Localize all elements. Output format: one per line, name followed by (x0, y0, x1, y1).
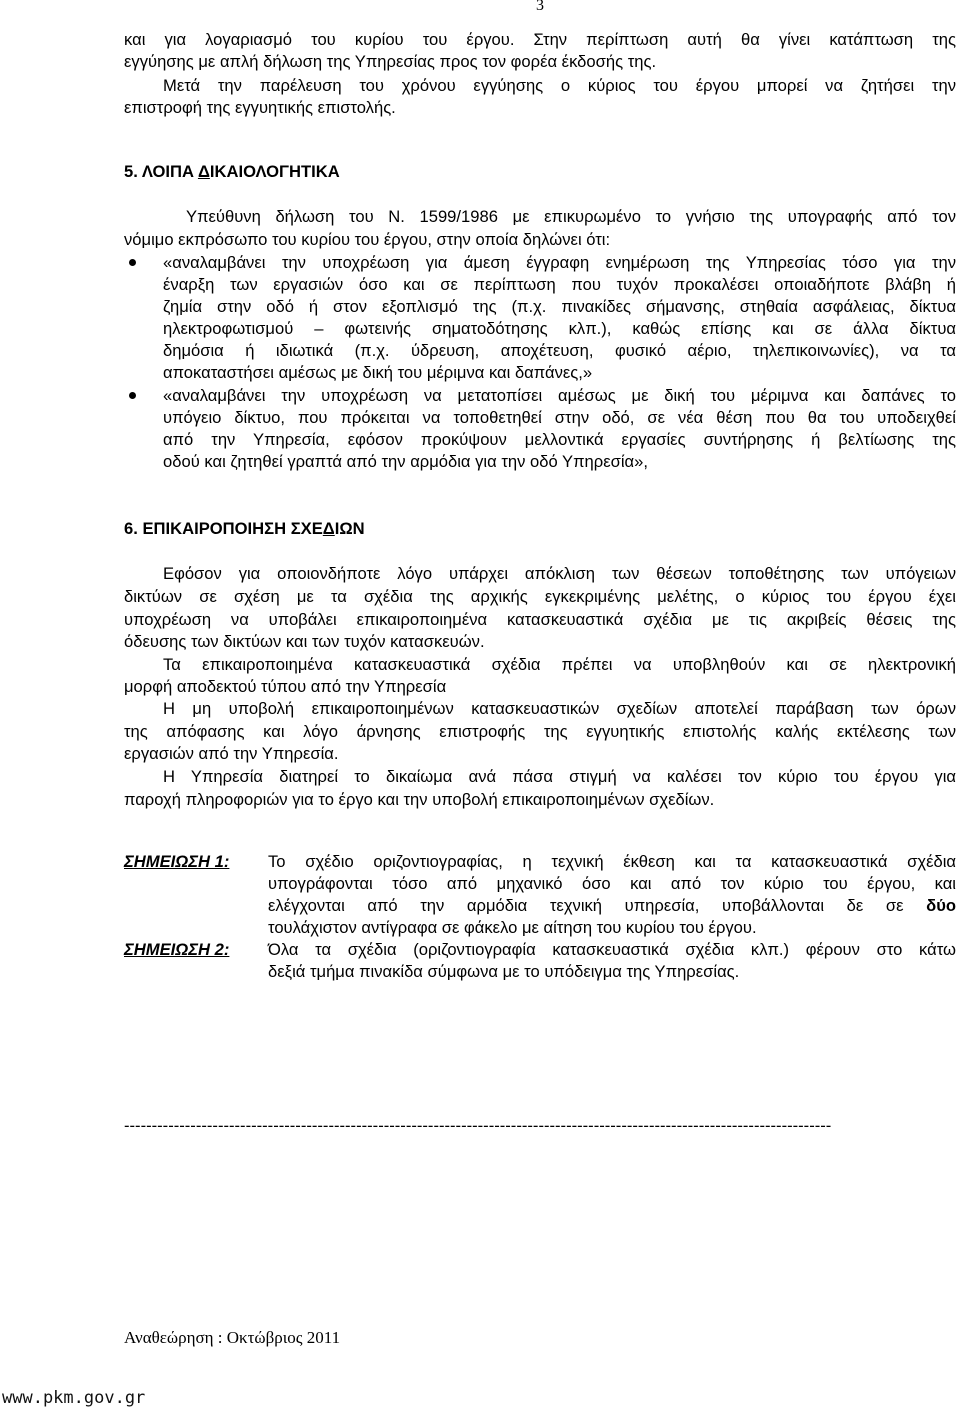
heading-text: ΙΩΝ (334, 519, 365, 538)
bullet-icon (129, 392, 136, 399)
paragraph-line: μορφή αποδεκτού τύπου από την Υπηρεσία (124, 677, 447, 696)
revision-footer: Αναθεώρηση : Οκτώβριος 2011 (124, 1328, 341, 1347)
note-1-line: υπογράφονται τόσο από μηχανικό όσο και από τον κύριο του έργου, και (268, 874, 956, 893)
bullet-icon (129, 259, 136, 266)
paragraph-line: εγγύησης με απλή δήλωση της Υπηρεσίας προς τον φορέα έκδοσής της. (124, 52, 657, 71)
paragraph-line: Η μη υποβολή επικαιροποιημένων κατασκευαστικών σχεδίων αποτελεί παράβαση των όρων (163, 699, 956, 718)
list-item-line: «αναλαμβάνει την υποχρέωση να μετατοπίσει αμέσως με δική του μέριμνα και δαπάνες το (163, 386, 956, 405)
heading-text: 6. ΕΠΙΚΑΙΡΟΠΟΙΗΣΗ ΣΧΕ (124, 519, 323, 538)
note-2-label: ΣΗΜΕΙΩΣΗ 2: (124, 940, 230, 959)
list-item-line: αποκαταστήσει αμέσως με δική του μέριμνα και δαπάνες,» (163, 363, 593, 382)
paragraph-line: όδευσης των δικτύων και των τυχόν κατασκευών. (124, 632, 485, 651)
paragraph-line: Εφόσον για οποιονδήποτε λόγο υπάρχει απόκλιση των θέσεων τοποθέτησης των υπόγειων (163, 564, 956, 583)
list-item-line: από την Υπηρεσία, εφόσον προκύψουν μελλοντικά εργασίες συντήρησης ή βελτίωσης της (163, 430, 956, 449)
section-5-heading (124, 162, 340, 182)
list-item-line: έναρξη των εργασιών όσο και σε περίπτωση που τυχόν προκαλέσει οποιαδήποτε βλάβη ή (163, 275, 956, 294)
list-item-line: δημόσια ή ιδιωτικά (π.χ. ύδρευση, αποχέτευση, φυσικό αέριο, τηλεπικοινωνίες), να τα (163, 341, 956, 360)
website-url: www.pkm.gov.gr (2, 1388, 146, 1408)
paragraph-line: εργασιών από την Υπηρεσία. (124, 744, 339, 763)
paragraph-line: παροχή πληροφοριών για το έργο και την υποβολή επικαιροποιημένων σχεδίων. (124, 790, 715, 809)
paragraph-line: Μετά την παρέλευση του χρόνου εγγύησης ο κύριος του έργου μπορεί να ζητήσει την (163, 76, 956, 95)
paragraph-line: Η Υπηρεσία διατηρεί το δικαίωμα ανά πάσα στιγμή να καλέσει τον κύριο του έργου για (163, 767, 956, 786)
list-item-line: υπόγειο δίκτυο, που πρόκειται να τοποθετηθεί στην οδό, σε νέα θέση που θα του υποδειχθεί (163, 408, 956, 427)
dashed-separator: -------------------------------------------------------------------------------------------------------------------------------- (124, 1116, 832, 1135)
paragraph-line: υποχρέωση να υποβάλει επικαιροποιημένα κατασκευαστικά σχέδια με τις ακριβείς θέσεις της (124, 610, 956, 629)
note-1-text: ελέγχονται από την αρμόδια τεχνική υπηρεσία, υποβάλλονται δε σε (268, 896, 927, 915)
paragraph-line: Τα επικαιροποιημένα κατασκευαστικά σχέδια πρέπει να υποβληθούν και σε ηλεκτρονική (163, 655, 956, 674)
note-1-label: ΣΗΜΕΙΩΣΗ 1: (124, 852, 230, 871)
note-1-emphasis: δύο (926, 896, 956, 915)
paragraph-line: νόμιμο εκπρόσωπο του κυρίου του έργου, στην οποία δηλώνει ότι: (124, 230, 611, 249)
list-item-line: οδού και ζητηθεί γραπτά από την αρμόδια για την οδό Υπηρεσία», (163, 452, 648, 471)
list-item-line: «αναλαμβάνει την υποχρέωση για άμεση έγγραφη ενημέρωση της Υπηρεσίας τόσο για την (163, 253, 956, 272)
heading-underlined-letter: Δ (197, 162, 210, 181)
paragraph-line: επιστροφή της εγγυητικής επιστολής. (124, 98, 396, 117)
note-1-line: Το σχέδιο οριζοντιογραφίας, η τεχνική έκθεση και τα κατασκευαστικά σχέδια (268, 852, 956, 871)
paragraph-line: και για λογαριασμό του κυρίου του έργου. Στην περίπτωση αυτή θα γίνει κατάπτωση της (124, 30, 956, 49)
note-2-line: Όλα τα σχέδια (οριζοντιογραφία κατασκευαστικά σχέδια κλπ.) φέρουν στο κάτω (268, 940, 956, 959)
heading-text: 5. ΛΟΙΠΑ (124, 162, 198, 181)
paragraph-line: δικτύων σε σχέση με τα σχέδια της αρχικής εγκεκριμένης μελέτης, ο κύριος του έργου έχει (124, 587, 956, 606)
heading-text: ΙΚΑΙΟΛΟΓΗΤΙΚΑ (209, 162, 340, 181)
note-1-line: τουλάχιστον αντίγραφα σε φάκελο με αίτηση του κυρίου του έργου. (268, 918, 757, 937)
paragraph-line: της απόφασης και λόγο άρνησης επιστροφής της εγγυητικής επιστολής καλής εκτέλεσης των (124, 722, 956, 741)
note-1-line (268, 896, 956, 916)
list-item-line: ηλεκτροφωτισμού – φωτεινής σηματοδότησης κλπ.), καθώς επίσης και σε άλλα δίκτυα (163, 319, 956, 338)
paragraph-line: Υπεύθυνη δήλωση του Ν. 1599/1986 με επικυρωμένο το γνήσιο της υπογραφής από τον (186, 207, 956, 226)
list-item-line: ζημία στην οδό ή στον εξοπλισμό της (π.χ. πινακίδες σήμανσης, στηθαία ασφάλειας, δίκτυα (163, 297, 956, 316)
note-2-line: δεξιά τμήμα πινακίδα σύμφωνα με το υπόδειγμα της Υπηρεσίας. (268, 962, 740, 981)
section-6-heading (124, 519, 365, 539)
heading-underlined-letter: Δ (322, 519, 335, 538)
page-number: 3 (536, 0, 544, 14)
